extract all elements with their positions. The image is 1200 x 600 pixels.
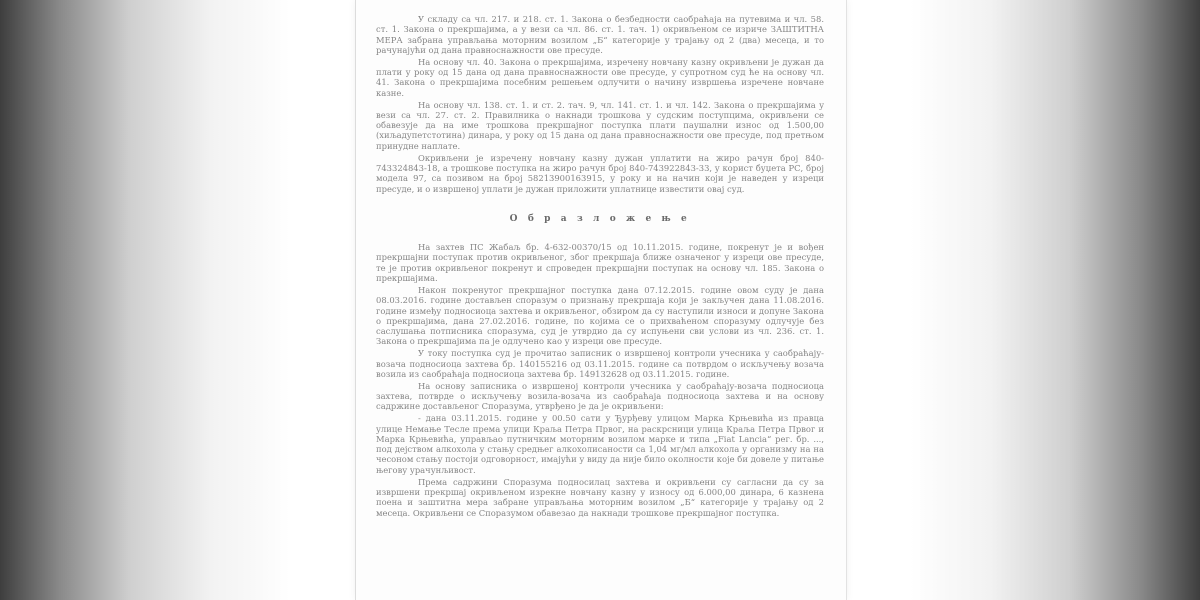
scanned-document-page (355, 0, 847, 600)
reasoning-paragraph: Према садржини Споразума подносилац захтева и окривљени су сагласни да су за извршени прекршај окривљеном изрекне новчану казну у износу од 6.000,00 динара, 6 казнена поена и заштитна мера забране управљања моторним возилом „Б“ категорије у трајању од 2 месеца. Окривљени се Споразумом обавезао да накнади трошкове прекршајног поступка. (376, 476, 824, 518)
ruling-paragraph: На основу чл. 40. Закона о прекршајима, изречену новчану казну окривљени је дужан да плати у року од 15 дана од дана правноснажности ове пресуде, у супротном суд ће на основу чл. 41. Закона о прекршајима посебним решењем одлучити о начину извршења изречене новчане казне. (376, 56, 824, 98)
section-heading: О б р а з л о ж е њ е (509, 213, 691, 224)
reasoning-paragraph: Након покренутог прекршајног поступка дана 07.12.2015. године овом суду је дана 08.03.2016. године достављен споразум о признању прекршаја који је закључен дана 11.08.2016. године између подносиоца захтева и окривљеног, обзиром да су наступили износи и допуне Закона о прекршајима, дана 27.02.2016. године, по којима се о прихваћеном споразуму одлучује без саслушања потписника споразума, суд је утврдио да су испуњени сви услови из чл. 236. ст. 1. Закона о прекршајима па је одлучено као у изреци ове пресуде. (376, 284, 824, 347)
reasoning-paragraph: - дана 03.11.2015. године у 00.50 сати у Ђурђеву улицом Марка Крњевића из правца улице Немање Тесле према улици Краља Петра Првог, на раскрсници улица Краља Петра Првог и Марка Крњевића, управљао путничким моторним возилом марке и типа „Fiat Lancia“ рег. бр. ..., под дејством алкохола у стању средњег алкохолисаности са 1,04 мг/мл алкохола у организму на на чесоном стању постоји одговорност, имајући у виду да није било околности које би довеле у питање његову урачунљивост. (376, 413, 824, 475)
document-text (376, 14, 824, 519)
reasoning-paragraph: На захтев ПС Жабаљ бр. 4-632-00370/15 од 10.11.2015. године, покренут је и вођен прекршајни поступак против окривљеног, због прекршаја ближе означеног у изреци ове пресуде, те је против окривљеног покренут и спроведен прекршајни поступак на основу чл. 185. Закона о прекршајима. (376, 242, 824, 284)
reasoning-paragraph: На основу записника о извршеној контроли учесника у саобраћају-возача подносиоца захтева, потврде о искључењу возила-возача из саобраћаја подносиоца захтева и на основу садржине достављеног Споразума, утврђено је да је окривљени: (376, 380, 824, 412)
ruling-paragraph: На основу чл. 138. ст. 1. и ст. 2. тач. 9, чл. 141. ст. 1. и чл. 142. Закона о прекршајима у вези са чл. 27. ст. 2. Правилника о накнади трошкова у судским поступцима, окривљени се обавезује да на име трошкова прекршајног поступка плати паушални износ од 1.500,00 (хиљадупетстотина) динара, у року од 15 дана од дана правноснажности ове пресуде, под претњом принудне наплате. (376, 99, 824, 151)
reasoning-paragraph: У току поступка суд је прочитао записник о извршеној контроли учесника у саобраћају-возача подносиоца захтева бр. 140155216 од 03.11.2015. године са потврдом о искључењу возача возила из саобраћаја подносиоца захтева бр. 149132628 од 03.11.2015. године. (376, 348, 824, 379)
ruling-paragraph: У складу са чл. 217. и 218. ст. 1. Закона о безбедности саобраћаја на путевима и чл. 58. ст. 1. Закона о прекршајима, а у вези са чл. 86. ст. 1. тач. 1) окривљеном се изриче ЗАШТИТНА МЕРА забрана управљања моторним возилом „Б“ категорије у трајању од 2 (два) месеца, и то рачунајући од дана правноснажности ове пресуде. (376, 14, 824, 55)
ruling-paragraph: Окривљени је изречену новчану казну дужан уплатити на жиро рачун број 840-743324843-18, а трошкове поступка на жиро рачун број 840-743922843-33, у корист буџета РС, број модела 97, са позивом на број 58213900163915, у року и на начин који је наведен у изреци пресуде, и о извршеној уплати је дужан приложити уплатнице известити овај суд. (376, 152, 824, 194)
